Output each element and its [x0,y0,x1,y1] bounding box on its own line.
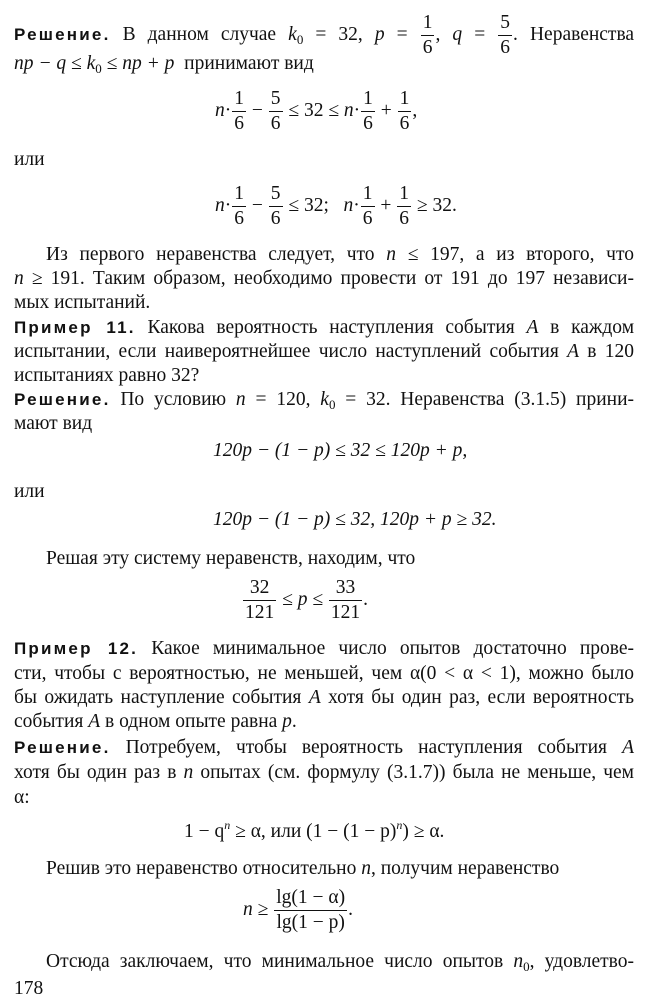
solution-12-line-1: Решение. Потребуем, чтобы вероятность наступления события A [14,737,634,758]
paragraph-1-line-1: Из первого неравенства следует, что n ≤ 197, а из второго, что [46,244,634,265]
paragraph-1-line-2: n ≥ 191. Таким образом, необходимо провести от 191 до 197 независи- [14,268,634,289]
equation-1: n· $\frac{1}{6}$ − $\frac{5}{6}$ ≤ 32 ≤ n· $\frac{1}{6}$ + $\frac{1}{6}$ , [215,88,418,134]
equation-3: 120p − (1 − p) ≤ 32 ≤ 120p + p, [213,440,468,461]
example-12-line-4: события A в одном опыте равна p. [14,711,297,732]
or-text-2: или [14,481,45,502]
or-text-1: или [14,149,45,170]
p-math: p = $\frac{1}{6}$ , [374,12,441,58]
equation-2: n· $\frac{1}{6}$ − $\frac{5}{6}$ ≤ 32; n· $\frac{1}{6}$ + $\frac{1}{6}$ ≥ 32. [215,183,457,229]
text: В данном случае [122,23,277,45]
solve-text-2: Решив это неравенство относительно n, получим неравенство [46,858,560,879]
text: принимают вид [184,53,314,74]
solution-11-line-2: мают вид [14,413,93,434]
text: Неравенства [529,23,635,45]
equation-5: $\frac{32}{121}$ ≤ p ≤ $\frac{33}{121}$ . [245,577,369,623]
example-12-line-1: Пример 12. Какое минимальное число опытов достаточно прове- [14,638,635,659]
equation-4: 120p − (1 − p) ≤ 32, 120p + p ≥ 32. [213,509,497,530]
math: np − q ≤ k [14,53,96,74]
equation-6: $1 - q^n \ge \alpha$, или $(1 - (1 - p)^n) \ge \alpha$. [184,818,445,842]
example-11-line-2: испытании, если наивероятнейшее число наступлений события A в 120 [14,341,635,362]
paragraph-1-line-3: мых испытаний. [14,292,151,313]
example-11-line-1: Пример 11. Какова вероятность наступления события A в каждом [14,317,635,338]
example-12-line-3: бы ожидать наступление события A хотя бы один раз, если вероятность [14,687,635,708]
example-12-line-2: сти, чтобы с вероятностью, не меньшей, чем α(0 < α < 1), можно было [14,663,634,684]
example-11-line-3: испытаниях равно 32? [14,365,200,386]
page-number: 178 [14,978,44,999]
equation-7: n ≥ $\frac{\lg(1 - \alpha)}{\lg(1 - p)}$ . [243,887,353,933]
solution-line-2 [14,52,634,81]
solution-12-line-2: хотя бы один раз в n опытах (см. формулу (3.1.7)) была не меньше, чем [14,762,635,783]
last-line: Отсюда заключаем, что минимальное число опытов $n_0$, удовлетво- [46,951,635,974]
subscript: 0 [95,61,102,76]
solution-keyword: Решение. [14,24,111,44]
k0-math: $k_0 = 32$, [288,23,363,47]
solution-12-line-3: α: [14,787,30,808]
solve-text: Решая эту систему неравенств, находим, что [46,548,416,569]
solution-11-line-1: Решение. По условию n = 120, $k_0 = 32$. Неравенства (3.1.5) прини- [14,389,635,412]
math: ≤ np + p [101,53,175,74]
q-math: q = $\frac{5}{6}$ . [452,12,518,58]
